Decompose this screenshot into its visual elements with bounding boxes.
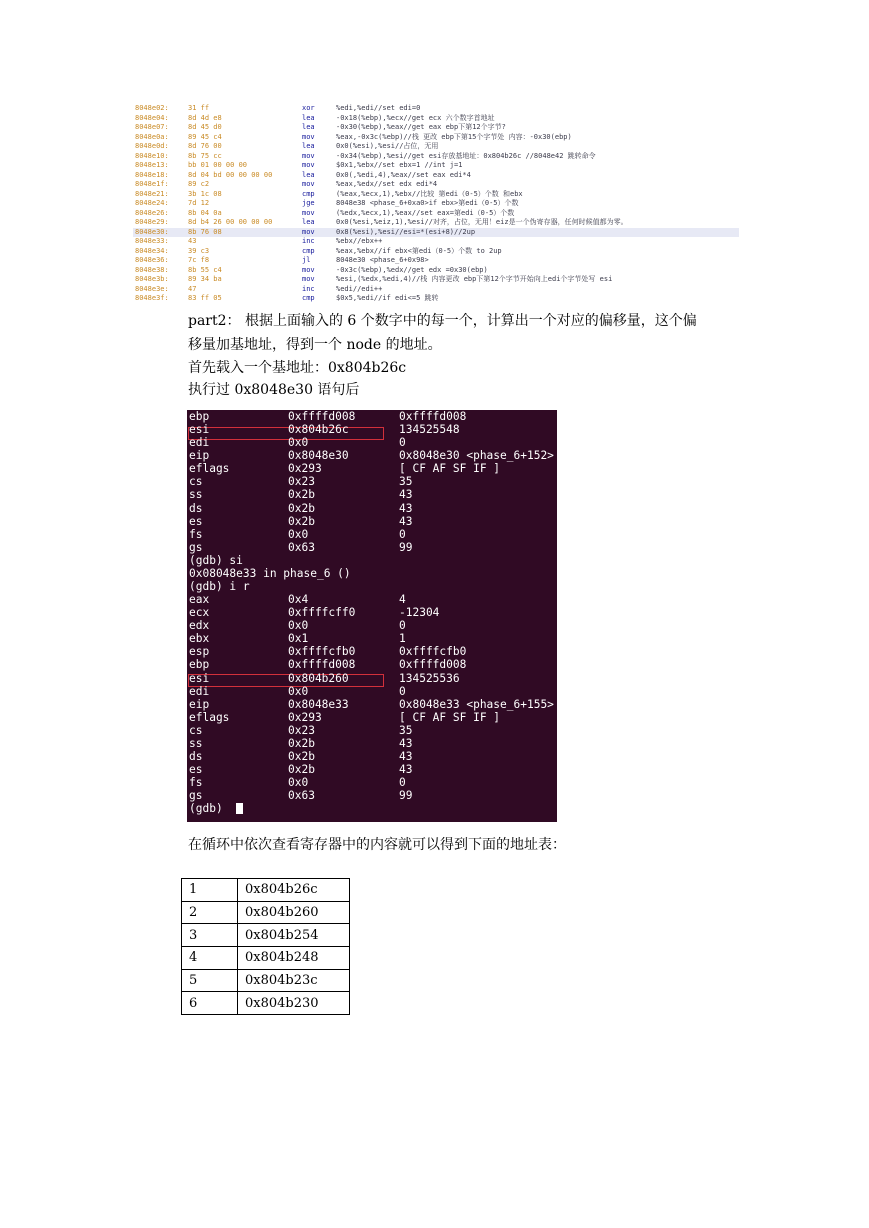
- disasm-operands: -0x30(%ebp),%eax//get eax ebp下第12个字节?: [336, 123, 506, 131]
- register-name: esp: [189, 645, 210, 659]
- table-row: [182, 992, 350, 1015]
- register-name: edx: [189, 619, 210, 633]
- disasm-opcode: lea: [302, 142, 315, 150]
- register-hex: 0x293: [288, 462, 322, 476]
- register-row: [187, 711, 557, 724]
- disasm-address: 8048e13:: [135, 161, 169, 169]
- register-name: es: [189, 763, 203, 777]
- disasm-operands: 0x0(%esi),%esi//占位，无用: [336, 142, 439, 150]
- disasm-operands: $0x5,%edi//if edi<=5 跳转: [336, 294, 439, 302]
- register-hex: 0x0: [288, 619, 309, 633]
- disasm-address: 8048e26:: [135, 208, 169, 217]
- disasm-row: [133, 275, 739, 285]
- disasm-operands: $0x1,%ebx//set ebx=1 //int j=1: [336, 161, 463, 169]
- register-name: eax: [189, 593, 210, 607]
- disasm-row: [133, 218, 739, 228]
- disasm-operands: %ebx//ebx++: [336, 237, 383, 245]
- register-row: [187, 645, 557, 658]
- register-name: ss: [189, 488, 203, 502]
- register-name: ecx: [189, 606, 210, 620]
- disasm-operands: %esi,(%edx,%edi,4)//栈 内容更改 ebp下第12个字节开始向上edi个字节处写 esi: [336, 275, 613, 283]
- disasm-row: [133, 161, 739, 171]
- disasm-bytes: 8d 4d e8: [188, 113, 222, 122]
- register-row: [187, 763, 557, 776]
- disasm-operands: 0x0(,%edi,4),%eax//set eax edi*4: [336, 170, 471, 179]
- register-hex: 0x8048e33: [288, 697, 349, 711]
- disasm-address: 8048e33:: [135, 237, 169, 245]
- disasm-opcode: lea: [302, 218, 315, 226]
- register-value: 0x8048e30 <phase_6+152>: [399, 449, 554, 463]
- disasm-operands: -0x18(%ebp),%ecx//get ecx 六个数字首地址: [336, 113, 495, 122]
- disasm-operands: 8048e38 <phase_6+0xa0>if ebx>第edi（0-5）个数: [336, 199, 519, 207]
- register-hex: 0x0: [288, 436, 309, 450]
- disasm-operands: (%eax,%ecx,1),%ebx//比较 第edi（0-5）个数 和ebx: [336, 189, 523, 198]
- register-value: 0: [399, 684, 406, 698]
- node-index-cell: 3: [182, 924, 238, 947]
- disasm-row: [133, 133, 739, 143]
- disasm-address: 8048e3f:: [135, 294, 169, 302]
- node-address-cell: 0x804b230: [238, 992, 350, 1015]
- table-row: [182, 947, 350, 970]
- terminal-text: (gdb): [189, 802, 223, 816]
- register-name: ds: [189, 750, 203, 764]
- node-address-cell: 0x804b26c: [238, 879, 350, 902]
- disasm-bytes: 8d 45 d0: [188, 123, 222, 131]
- register-value: [ CF AF SF IF ]: [399, 462, 501, 476]
- disasm-opcode: xor: [302, 104, 315, 112]
- register-value: 0xffffd008: [399, 410, 467, 423]
- disasm-opcode: jge: [302, 199, 315, 207]
- register-name: gs: [189, 540, 203, 554]
- disasm-address: 8048e07:: [135, 123, 169, 131]
- register-hex: 0x23: [288, 723, 315, 737]
- register-hex: 0x8048e30: [288, 449, 349, 463]
- register-value: 0xffffcfb0: [399, 645, 467, 659]
- disasm-row: [133, 142, 739, 152]
- terminal-text: (gdb) i r: [189, 580, 250, 594]
- disasm-address: 8048e0d:: [135, 142, 169, 150]
- register-row: [187, 632, 557, 645]
- node-index-cell: 6: [182, 992, 238, 1015]
- disasm-opcode: lea: [302, 113, 315, 122]
- register-value: 43: [399, 488, 413, 502]
- table-row: [182, 969, 350, 992]
- register-hex: 0x23: [288, 475, 315, 489]
- register-row: [187, 606, 557, 619]
- paragraph-part2-continued: 移量加基地址，得到一个 node 的地址。: [188, 337, 442, 353]
- disasm-bytes: 8d 76 00: [188, 142, 222, 150]
- register-hex: 0xffffd008: [288, 658, 356, 672]
- register-value: 43: [399, 514, 413, 528]
- disasm-operands: %edi//edi++: [336, 284, 383, 293]
- register-value: 0: [399, 527, 406, 541]
- register-name: ds: [189, 501, 203, 515]
- register-row: [187, 410, 557, 423]
- register-name: ss: [189, 736, 203, 750]
- register-name: ebx: [189, 632, 210, 646]
- register-value: -12304: [399, 606, 440, 620]
- disasm-opcode: mov: [302, 227, 315, 236]
- register-row: [187, 737, 557, 750]
- disasm-row: [133, 104, 739, 114]
- node-address-cell: 0x804b254: [238, 924, 350, 947]
- disasm-opcode: mov: [302, 275, 315, 283]
- disasm-opcode: mov: [302, 151, 315, 160]
- register-row: [187, 685, 557, 698]
- register-row: [187, 750, 557, 763]
- disasm-bytes: 39 c3: [188, 246, 210, 255]
- disasm-operands: 0x0(%esi,%eiz,1),%esi//对齐，占位，无用！eiz是一个伪寄存器，任何时候值都为零。: [336, 218, 628, 226]
- disasm-address: 8048e3e:: [135, 284, 169, 293]
- disasm-row: [133, 190, 739, 200]
- register-name: edi: [189, 436, 210, 450]
- cursor-block-icon: [236, 803, 243, 814]
- table-row: [182, 901, 350, 924]
- terminal-text: 0x08048e33 in phase_6 (): [189, 566, 351, 580]
- register-name: eip: [189, 449, 210, 463]
- disasm-bytes: 3b 1c 08: [188, 189, 222, 198]
- node-address-cell: 0x804b260: [238, 901, 350, 924]
- disasm-operands: %eax,%ebx//if ebx<第edi（0-5）个数 to 2up: [336, 246, 502, 255]
- disasm-address: 8048e36:: [135, 256, 169, 264]
- disasm-bytes: 8b 55 c4: [188, 265, 222, 274]
- disasm-address: 8048e0a:: [135, 132, 169, 141]
- register-value: 0: [399, 619, 406, 633]
- disasm-address: 8048e1f:: [135, 180, 169, 188]
- register-value: 35: [399, 475, 413, 489]
- disasm-opcode: lea: [302, 123, 315, 131]
- disasm-opcode: cmp: [302, 246, 315, 255]
- register-hex: 0x2b: [288, 501, 315, 515]
- register-name: esi: [189, 671, 210, 685]
- register-value: 0x8048e33 <phase_6+155>: [399, 697, 554, 711]
- disasm-bytes: 31 ff: [188, 104, 210, 112]
- node-address-cell: 0x804b23c: [238, 969, 350, 992]
- disasm-operands: -0x3c(%ebp),%edx//get edx =0x30(ebp): [336, 265, 488, 274]
- node-index-cell: 4: [182, 947, 238, 970]
- paragraph-part2-intro: part2： 根据上面输入的 6 个数字中的每一个，计算出一个对应的偏移量，这个偏: [188, 313, 697, 329]
- register-value: 99: [399, 540, 413, 554]
- disasm-opcode: mov: [302, 265, 315, 274]
- terminal-text: (gdb) si: [189, 553, 243, 567]
- register-hex: 0x804b26c: [288, 423, 349, 437]
- register-row: [187, 672, 557, 685]
- disasm-opcode: inc: [302, 284, 315, 293]
- disasm-row: [133, 180, 739, 190]
- register-hex: 0x0: [288, 527, 309, 541]
- disasm-address: 8048e38:: [135, 265, 169, 274]
- disasm-opcode: jl: [302, 256, 311, 264]
- disasm-operands: 0x8(%esi),%esi//esi=*(esi+8)//2up: [336, 227, 476, 236]
- disasm-bytes: 47: [188, 284, 197, 293]
- gdb-terminal-screenshot: [187, 410, 557, 822]
- disasm-row: [133, 199, 739, 209]
- disasm-operands: 8048e30 <phase_6+0x98>: [336, 256, 429, 264]
- register-row: [187, 593, 557, 606]
- register-hex: 0x4: [288, 593, 309, 607]
- node-address-table: [181, 878, 350, 1015]
- register-hex: 0x2b: [288, 736, 315, 750]
- paragraph-address-table-intro: 在循环中依次查看寄存器中的内容就可以得到下面的地址表：: [188, 837, 566, 853]
- disasm-bytes: 8d b4 26 00 00 00 00: [188, 218, 273, 226]
- disasm-address: 8048e04:: [135, 113, 169, 122]
- register-value: 1: [399, 632, 406, 646]
- register-name: fs: [189, 776, 203, 790]
- disasm-bytes: 89 45 c4: [188, 132, 222, 141]
- register-hex: 0x0: [288, 684, 309, 698]
- register-name: es: [189, 514, 203, 528]
- disassembly-listing: [133, 104, 739, 306]
- node-index-cell: 2: [182, 901, 238, 924]
- paragraph-base-address: 首先载入一个基地址：0x804b26c: [188, 360, 407, 376]
- register-name: eflags: [189, 710, 230, 724]
- disasm-opcode: lea: [302, 170, 315, 179]
- table-row: [182, 924, 350, 947]
- register-row: [187, 515, 557, 528]
- disasm-row: [133, 266, 739, 276]
- disasm-opcode: cmp: [302, 189, 315, 198]
- register-hex: 0x293: [288, 710, 322, 724]
- disasm-address: 8048e21:: [135, 189, 169, 198]
- node-index-cell: 1: [182, 879, 238, 902]
- disasm-operands: %eax,-0x3c(%ebp)//栈 更改 ebp下第15个字节处 内容：-0x30(ebp): [336, 132, 572, 141]
- disasm-address: 8048e29:: [135, 218, 169, 226]
- register-row: [187, 619, 557, 632]
- register-row: [187, 423, 557, 436]
- register-row: [187, 724, 557, 737]
- disasm-bytes: 89 34 ba: [188, 275, 222, 283]
- disasm-bytes: 43: [188, 237, 197, 245]
- register-value: 43: [399, 501, 413, 515]
- register-value: 0: [399, 776, 406, 790]
- register-row: [187, 488, 557, 501]
- disasm-address: 8048e10:: [135, 151, 169, 160]
- disasm-row: [133, 209, 739, 219]
- register-hex: 0x63: [288, 540, 315, 554]
- node-address-cell: 0x804b248: [238, 947, 350, 970]
- register-name: fs: [189, 527, 203, 541]
- terminal-line: [187, 802, 557, 815]
- register-row: [187, 789, 557, 802]
- register-value: 4: [399, 593, 406, 607]
- register-hex: 0xffffd008: [288, 410, 356, 423]
- disasm-bytes: 7d 12: [188, 199, 210, 207]
- register-name: ebp: [189, 658, 210, 672]
- disasm-operands: -0x34(%ebp),%esi//get esi存放基地址：0x804b26c //8048e42 跳转命令: [336, 151, 596, 160]
- disasm-bytes: bb 01 00 00 00: [188, 161, 248, 169]
- disasm-row: [133, 171, 739, 181]
- register-hex: 0xffffcfb0: [288, 645, 356, 659]
- register-value: 0xffffd008: [399, 658, 467, 672]
- register-hex: 0x2b: [288, 750, 315, 764]
- register-row: [187, 475, 557, 488]
- disasm-row: [133, 294, 739, 304]
- register-value: 0: [399, 436, 406, 450]
- register-value: 134525536: [399, 671, 460, 685]
- disasm-address: 8048e24:: [135, 199, 169, 207]
- register-hex: 0x804b260: [288, 671, 349, 685]
- terminal-line: [187, 554, 557, 567]
- node-index-cell: 5: [182, 969, 238, 992]
- disasm-bytes: 83 ff 05: [188, 294, 222, 302]
- disasm-row: [133, 285, 739, 295]
- disasm-address: 8048e02:: [135, 104, 169, 112]
- disasm-operands: %eax,%edx//set edx edi*4: [336, 180, 438, 188]
- register-row: [187, 541, 557, 554]
- register-name: eflags: [189, 462, 230, 476]
- register-row: [187, 462, 557, 475]
- disasm-address: 8048e18:: [135, 170, 169, 179]
- register-row: [187, 436, 557, 449]
- disasm-address: 8048e34:: [135, 246, 169, 255]
- register-hex: 0x2b: [288, 488, 315, 502]
- register-value: 35: [399, 723, 413, 737]
- register-hex: 0x2b: [288, 514, 315, 528]
- register-row: [187, 528, 557, 541]
- disasm-opcode: mov: [302, 132, 315, 141]
- paragraph-after-instruction: 执行过 0x8048e30 语句后: [188, 382, 360, 398]
- disasm-bytes: 8b 04 0a: [188, 208, 222, 217]
- terminal-line: [187, 567, 557, 580]
- register-hex: 0x63: [288, 789, 315, 803]
- disasm-bytes: 8b 75 cc: [188, 151, 222, 160]
- register-name: cs: [189, 723, 203, 737]
- disasm-opcode: mov: [302, 208, 315, 217]
- disasm-bytes: 89 c2: [188, 180, 210, 188]
- disasm-row: [133, 228, 739, 238]
- disasm-opcode: inc: [302, 237, 315, 245]
- disasm-row: [133, 237, 739, 247]
- disasm-bytes: 7c f8: [188, 256, 210, 264]
- register-value: 43: [399, 763, 413, 777]
- terminal-line: [187, 580, 557, 593]
- register-name: ebp: [189, 410, 210, 423]
- disasm-opcode: cmp: [302, 294, 315, 302]
- disasm-bytes: 8b 76 08: [188, 227, 222, 236]
- register-value: 43: [399, 750, 413, 764]
- disasm-row: [133, 152, 739, 162]
- register-row: [187, 502, 557, 515]
- register-value: [ CF AF SF IF ]: [399, 710, 501, 724]
- disasm-address: 8048e3b:: [135, 275, 169, 283]
- register-name: esi: [189, 423, 210, 437]
- disasm-opcode: mov: [302, 161, 315, 169]
- register-value: 134525548: [399, 423, 460, 437]
- register-name: edi: [189, 684, 210, 698]
- table-row: [182, 879, 350, 902]
- register-row: [187, 698, 557, 711]
- register-name: eip: [189, 697, 210, 711]
- disasm-address: 8048e30:: [135, 227, 169, 236]
- register-value: 99: [399, 789, 413, 803]
- disasm-operands: (%edx,%ecx,1),%eax//set eax=第edi（0-5）个数: [336, 208, 515, 217]
- register-row: [187, 658, 557, 671]
- register-value: 43: [399, 736, 413, 750]
- register-hex: 0x2b: [288, 763, 315, 777]
- disasm-operands: %edi,%edi//set edi=0: [336, 104, 421, 112]
- disasm-row: [133, 123, 739, 133]
- register-hex: 0xffffcff0: [288, 606, 356, 620]
- register-row: [187, 776, 557, 789]
- register-hex: 0x0: [288, 776, 309, 790]
- disasm-opcode: mov: [302, 180, 315, 188]
- register-hex: 0x1: [288, 632, 309, 646]
- register-name: cs: [189, 475, 203, 489]
- disasm-bytes: 8d 04 bd 00 00 00 00: [188, 170, 273, 179]
- register-name: gs: [189, 789, 203, 803]
- register-row: [187, 449, 557, 462]
- disasm-row: [133, 247, 739, 257]
- disasm-row: [133, 256, 739, 266]
- disasm-row: [133, 114, 739, 124]
